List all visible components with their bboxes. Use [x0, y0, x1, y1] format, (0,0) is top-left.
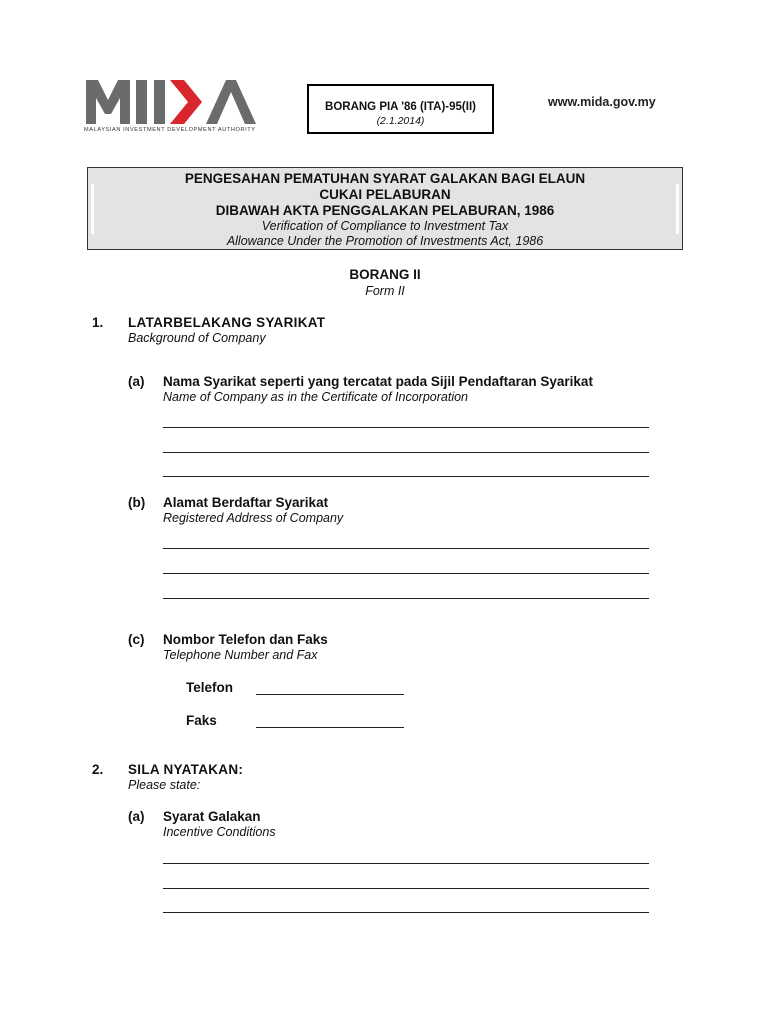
- form-heading: BORANG II: [349, 267, 421, 282]
- title-line-1: PENGESAHAN PEMATUHAN SYARAT GALAKAN BAGI ELAUN: [184, 171, 586, 186]
- title-line-3: DIBAWAH AKTA PENGGALAKAN PELABURAN, 1986: [215, 203, 555, 218]
- title-line-2: CUKAI PELABURAN: [319, 187, 451, 202]
- telephone-label: Telefon: [186, 680, 233, 695]
- telephone-field[interactable]: [256, 694, 404, 695]
- company-name-line-2[interactable]: [163, 452, 649, 453]
- mida-logo-mark: [84, 76, 264, 126]
- item-2a-label: (a): [128, 809, 145, 824]
- fax-label: Faks: [186, 713, 217, 728]
- mida-logo: [84, 76, 264, 138]
- address-line-2[interactable]: [163, 573, 649, 574]
- incentive-conditions-line-2[interactable]: [163, 888, 649, 889]
- item-1c-title: Nombor Telefon dan Faks: [163, 632, 328, 647]
- item-1b-label: (b): [128, 495, 146, 510]
- item-2a-title: Syarat Galakan: [163, 809, 261, 824]
- item-1a-subtitle: Name of Company as in the Certificate of Incorporation: [163, 390, 469, 404]
- title-en-line-2: Allowance Under the Promotion of Investments Act, 1986: [226, 234, 544, 248]
- section-2-subtitle: Please state:: [128, 778, 201, 792]
- address-line-1[interactable]: [163, 548, 649, 549]
- form-date: (2.1.2014): [376, 115, 425, 127]
- item-1c-label: (c): [128, 632, 145, 647]
- section-1-number: 1.: [92, 315, 104, 330]
- form-subheading: Form II: [365, 284, 405, 298]
- section-2-title: SILA NYATAKAN:: [128, 762, 244, 777]
- form-code-box: [307, 84, 494, 134]
- item-1b-subtitle: Registered Address of Company: [163, 511, 344, 525]
- company-name-line-1[interactable]: [163, 427, 649, 428]
- section-1-title: LATARBELAKANG SYARIKAT: [128, 315, 326, 330]
- website-link[interactable]: www.mida.gov.my: [548, 95, 656, 109]
- fax-field[interactable]: [256, 727, 404, 728]
- title-en-line-1: Verification of Compliance to Investment Tax: [261, 219, 509, 233]
- item-1a-title: Nama Syarikat seperti yang tercatat pada Sijil Pendaftaran Syarikat: [163, 374, 593, 389]
- title-box: [87, 167, 683, 250]
- section-1-subtitle: Background of Company: [128, 331, 266, 345]
- incentive-conditions-line-1[interactable]: [163, 863, 649, 864]
- section-2-number: 2.: [92, 762, 104, 777]
- item-1b-title: Alamat Berdaftar Syarikat: [163, 495, 329, 510]
- company-name-line-3[interactable]: [163, 476, 649, 477]
- incentive-conditions-line-3[interactable]: [163, 912, 649, 913]
- address-line-3[interactable]: [163, 598, 649, 599]
- item-1a-label: (a): [128, 374, 145, 389]
- form-code: BORANG PIA '86 (ITA)-95(II): [325, 101, 476, 113]
- item-2a-subtitle: Incentive Conditions: [163, 825, 276, 839]
- logo-tagline: MALAYSIAN INVESTMENT DEVELOPMENT AUTHORITY: [84, 127, 256, 133]
- item-1c-subtitle: Telephone Number and Fax: [163, 648, 318, 662]
